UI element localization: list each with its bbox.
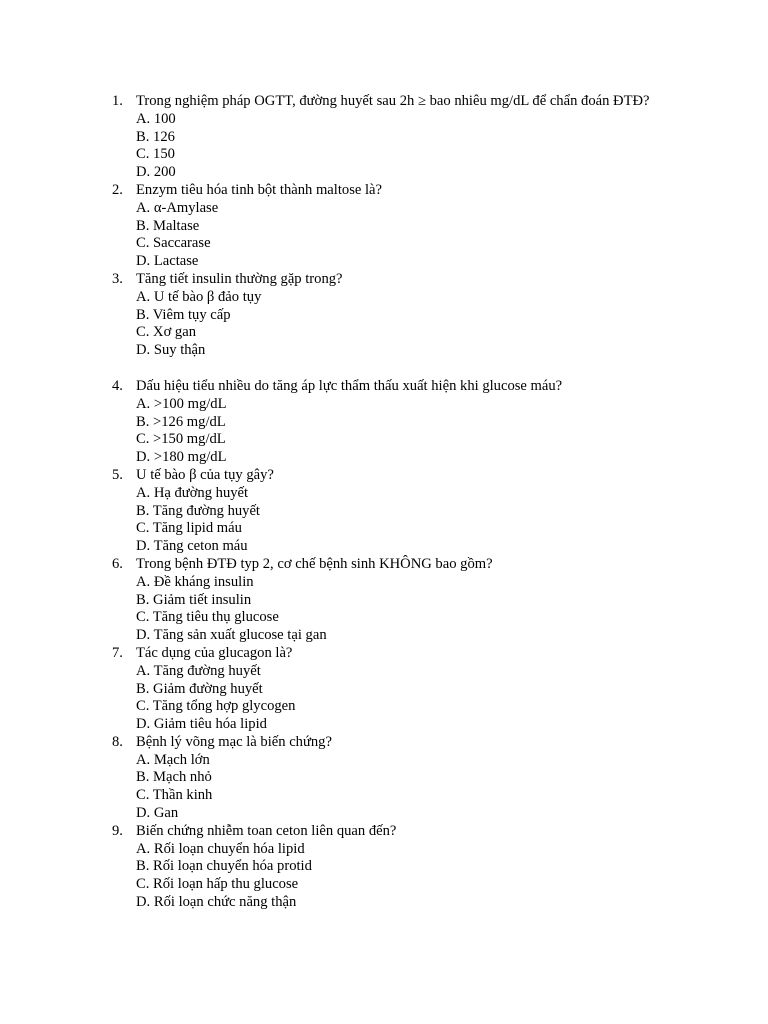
question-text: Enzym tiêu hóa tinh bột thành maltose là? [136, 181, 383, 198]
answer-option-c: C. Tăng lipid máu [136, 520, 242, 537]
question-text: Biến chứng nhiễm toan ceton liên quan đến? [136, 822, 397, 839]
answer-option-c: C. 150 [136, 146, 175, 163]
answer-option-b: B. Rối loạn chuyển hóa protid [136, 858, 312, 875]
question-text: U tế bào β của tụy gây? [136, 466, 274, 483]
answer-option-a: A. Rối loạn chuyển hóa lipid [136, 840, 305, 857]
answer-option-c: C. Tăng tổng hợp glycogen [136, 698, 296, 715]
question-2 [0, 182, 768, 271]
answer-option-a: A. Hạ đường huyết [136, 484, 249, 501]
question-9 [0, 823, 768, 912]
question-number: 5. [112, 466, 123, 483]
question-number: 4. [112, 377, 123, 394]
answer-option-b: B. Giảm đường huyết [136, 680, 263, 697]
answer-option-a: A. Mạch lớn [136, 751, 210, 768]
question-number: 7. [112, 644, 123, 661]
answer-option-b: B. Maltase [136, 217, 200, 234]
answer-option-c: C. Thần kinh [136, 787, 213, 804]
answer-option-c: C. Saccarase [136, 235, 211, 252]
answer-option-b: B. Tăng đường huyết [136, 502, 260, 519]
answer-option-d: D. >180 mg/dL [136, 449, 227, 466]
answer-option-c: C. Rối loạn hấp thu glucose [136, 876, 299, 893]
answer-option-d: D. Lactase [136, 253, 199, 270]
question-text: Trong nghiệm pháp OGTT, đường huyết sau 2h ≥ bao nhiêu mg/dL để chẩn đoán ĐTĐ? [136, 93, 650, 109]
question-number: 9. [112, 822, 123, 839]
answer-option-a: A. α-Amylase [136, 199, 219, 216]
answer-option-d: D. Tăng ceton máu [136, 538, 248, 555]
question-number: 1. [112, 93, 123, 109]
answer-option-c: C. >150 mg/dL [136, 431, 226, 448]
question-7 [0, 645, 768, 734]
question-4 [0, 378, 768, 467]
question-1 [0, 93, 768, 182]
answer-option-d: D. Gan [136, 805, 179, 822]
answer-option-b: B. >126 mg/dL [136, 413, 226, 430]
answer-option-b: B. 126 [136, 128, 175, 145]
document-page [0, 93, 768, 912]
question-6 [0, 556, 768, 645]
answer-option-d: D. 200 [136, 164, 176, 181]
question-number: 3. [112, 270, 123, 287]
answer-option-a: A. U tế bào β đảo tụy [136, 288, 262, 305]
question-number: 8. [112, 733, 123, 750]
question-text: Trong bệnh ĐTĐ typ 2, cơ chế bệnh sinh KHÔNG bao gồm? [136, 555, 493, 572]
answer-option-a: A. Tăng đường huyết [136, 662, 261, 679]
answer-option-c: C. Xơ gan [136, 324, 197, 341]
answer-option-b: B. Viêm tụy cấp [136, 306, 231, 323]
answer-option-a: A. >100 mg/dL [136, 395, 227, 412]
answer-option-a: A. Đề kháng insulin [136, 573, 254, 590]
answer-option-c: C. Tăng tiêu thụ glucose [136, 609, 279, 626]
question-text: Tăng tiết insulin thường gặp trong? [136, 270, 343, 287]
question-text: Tác dụng của glucagon là? [136, 644, 293, 661]
answer-option-d: D. Giảm tiêu hóa lipid [136, 716, 267, 733]
question-text: Bệnh lý võng mạc là biến chứng? [136, 733, 332, 750]
answer-option-d: D. Rối loạn chức năng thận [136, 894, 297, 911]
question-number: 6. [112, 555, 123, 572]
answer-option-d: D. Suy thận [136, 342, 206, 359]
answer-option-a: A. 100 [136, 110, 176, 127]
question-3 [0, 271, 768, 360]
question-5 [0, 467, 768, 556]
question-text: Dấu hiệu tiểu nhiều do tăng áp lực thẩm thấu xuất hiện khi glucose máu? [136, 377, 563, 394]
answer-option-d: D. Tăng sản xuất glucose tại gan [136, 627, 327, 644]
answer-option-b: B. Mạch nhỏ [136, 769, 212, 786]
question-8 [0, 734, 768, 823]
question-number: 2. [112, 181, 123, 198]
answer-option-b: B. Giảm tiết insulin [136, 591, 252, 608]
